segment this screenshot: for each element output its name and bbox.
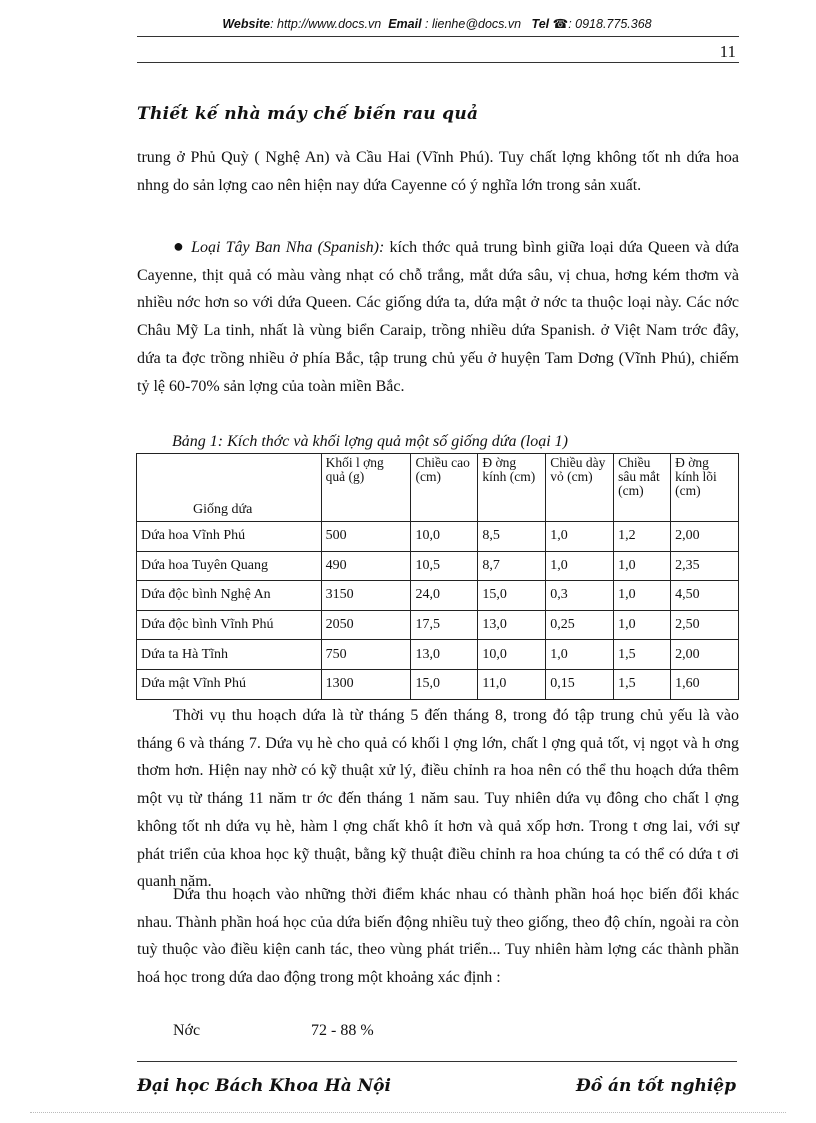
table-cell: 0,15 [546, 669, 614, 699]
paragraph-harvest-season: Thời vụ thu hoạch dứa là từ tháng 5 đến tháng 8, trong đó tập trung chủ yếu là vào tháng 6 và tháng 7. Dứa vụ hè cho quả có khối l ợng lớn, chất l ợng quả tốt, vị ngọt và h ơng thơm hơn. Hiện nay nhờ có kỹ thuật xử lý, điều chỉnh ra hoa nên có thể thu hoạch dứa thêm một vụ từ tháng 11 năm tr ớc đến tháng 1 năm sau. Tuy nhiên dứa vụ đông cho chất l ợng không tốt nh dứa vụ hè, hàm l ợng chất khô ít hơn và quả xốp hơn. Trong t ơng lai, với sự phát triển của khoa học kỹ thuật, bằng kỹ thuật điều chỉnh ra hoa chúng ta có thể có dứa t ơi quanh năm. [137, 707, 739, 891]
table-caption: Bảng 1: Kích thớc và khối lợng quả một số giống dứa (loại 1) [172, 433, 568, 450]
page-bottom-border [30, 1112, 786, 1113]
table-cell: 1,5 [614, 640, 671, 670]
footer-project: Đồ án tốt nghiệp [575, 1076, 736, 1096]
footer-university: Đại học Bách Khoa Hà Nội [137, 1076, 391, 1096]
table-row [137, 581, 739, 611]
table-cell: 2,00 [671, 640, 739, 670]
table-cell: 0,25 [546, 610, 614, 640]
table-cell: 10,5 [411, 551, 478, 581]
table-cell: 13,0 [411, 640, 478, 670]
bullet-icon: ● [173, 236, 186, 256]
header-height: Chiều cao (cm) [411, 454, 478, 522]
header-weight: Khối l ợng quả (g) [321, 454, 411, 522]
table-cell: 1,0 [614, 581, 671, 611]
header-variety: Giống dứa [137, 454, 322, 522]
tel-label: Tel [531, 17, 550, 31]
website-value[interactable]: : http://www.docs.vn [270, 17, 382, 31]
table-cell: 1,5 [614, 669, 671, 699]
website-label: Website [222, 17, 271, 31]
table-cell: Dứa độc bình Nghệ An [137, 581, 322, 611]
table-cell: Dứa ta Hà Tĩnh [137, 640, 322, 670]
table-cell: 10,0 [478, 640, 546, 670]
header-underline [137, 62, 739, 63]
paragraph-composition: Dứa thu hoạch vào những thời điểm khác nhau có thành phần hoá học biến đổi khác nhau. Thành phần hoá học của dứa biến động nhiều tuỳ theo giống, theo độ chín, ngoài ra còn tuỳ thuộc vào điều kiện canh tác, theo vùng phát triển... Tuy nhiên hàm lợng các thành phần hoá học trong dứa dao động trong một khoảng xác định : [137, 886, 739, 987]
table-cell: 13,0 [478, 610, 546, 640]
table-cell: 17,5 [411, 610, 478, 640]
table-row [137, 522, 739, 552]
document-title: Thiết kế nhà máy chế biến rau quả [137, 104, 479, 124]
table-cell: 2050 [321, 610, 411, 640]
email-label: Email [388, 17, 422, 31]
table-header-row [137, 454, 739, 522]
page-header [137, 16, 737, 31]
table-cell: 1,0 [614, 551, 671, 581]
table-cell: 1,0 [546, 551, 614, 581]
table-cell: 1,2 [614, 522, 671, 552]
table-row [137, 610, 739, 640]
pineapple-size-table [136, 453, 739, 700]
email-value[interactable]: : lienhe@docs.vn [425, 17, 522, 31]
table-cell: 500 [321, 522, 411, 552]
table-cell: 2,35 [671, 551, 739, 581]
table-cell: 0,3 [546, 581, 614, 611]
paragraph-spanish [137, 233, 739, 400]
table-cell: Dứa mật Vĩnh Phú [137, 669, 322, 699]
table-cell: 24,0 [411, 581, 478, 611]
table-cell: 8,5 [478, 522, 546, 552]
table-cell: 2,00 [671, 522, 739, 552]
table-cell: 1,0 [546, 640, 614, 670]
spanish-body: kích thớc quả trung bình giữa loại dứa Queen và dứa Cayenne, thịt quả có màu vàng nhạt có chỗ trắng, mắt dứa sâu, vị chua, hơng kém thơm và nhiều nớc hơn so với dứa Queen. Các giống dứa ta, dứa mật ở nớc ta thuộc loại này. Các nớc Châu Mỹ La tinh, nhất là vùng biển Caraip, trồng nhiều dứa Spanish. ở Việt Nam trớc đây, dứa ta đợc trồng nhiều ở phía Bắc, tập trung chủ yếu ở huyện Tam Dơng (Vĩnh Phú), chiếm tỷ lệ 60-70% sản lợng của toàn miền Bắc. [137, 239, 740, 395]
table-cell: 4,50 [671, 581, 739, 611]
table-cell: Dứa hoa Vĩnh Phú [137, 522, 322, 552]
spanish-lead: Loại Tây Ban Nha (Spanish): [191, 239, 385, 256]
paragraph-1: trung ở Phủ Quỳ ( Nghệ An) và Cầu Hai (Vĩnh Phú). Tuy chất lợng không tốt nh dứa hoa nhng do sản lợng cao nên hiện nay dứa Cayenne có ý nghĩa lớn trong sản xuất. [137, 149, 739, 194]
phone-icon: ☎ [552, 17, 569, 31]
tel-value: : 0918.775.368 [568, 17, 652, 31]
table-cell: 1300 [321, 669, 411, 699]
header-diameter: Đ ờng kính (cm) [478, 454, 546, 522]
table-cell: 15,0 [478, 581, 546, 611]
table-cell: Dứa độc bình Vĩnh Phú [137, 610, 322, 640]
table-row [137, 551, 739, 581]
table-cell: 11,0 [478, 669, 546, 699]
header-core-diameter: Đ ờng kính lõi (cm) [671, 454, 739, 522]
page-number: 11 [719, 42, 736, 61]
table-cell: 2,50 [671, 610, 739, 640]
water-label: Nớc [173, 1022, 201, 1039]
header-peel-thickness: Chiều dày vỏ (cm) [546, 454, 614, 522]
table-cell: 3150 [321, 581, 411, 611]
table-cell: 15,0 [411, 669, 478, 699]
table-row [137, 669, 739, 699]
table-cell: Dứa hoa Tuyên Quang [137, 551, 322, 581]
table-cell: 1,0 [614, 610, 671, 640]
table-cell: 490 [321, 551, 411, 581]
table-cell: 10,0 [411, 522, 478, 552]
table-cell: 750 [321, 640, 411, 670]
water-value: 72 - 88 % [311, 1022, 374, 1039]
header-divider [137, 36, 739, 37]
table-cell: 8,7 [478, 551, 546, 581]
table-cell: 1,0 [546, 522, 614, 552]
header-eye-depth: Chiều sâu mắt (cm) [614, 454, 671, 522]
footer-divider [137, 1061, 737, 1062]
table-row [137, 640, 739, 670]
table-cell: 1,60 [671, 669, 739, 699]
